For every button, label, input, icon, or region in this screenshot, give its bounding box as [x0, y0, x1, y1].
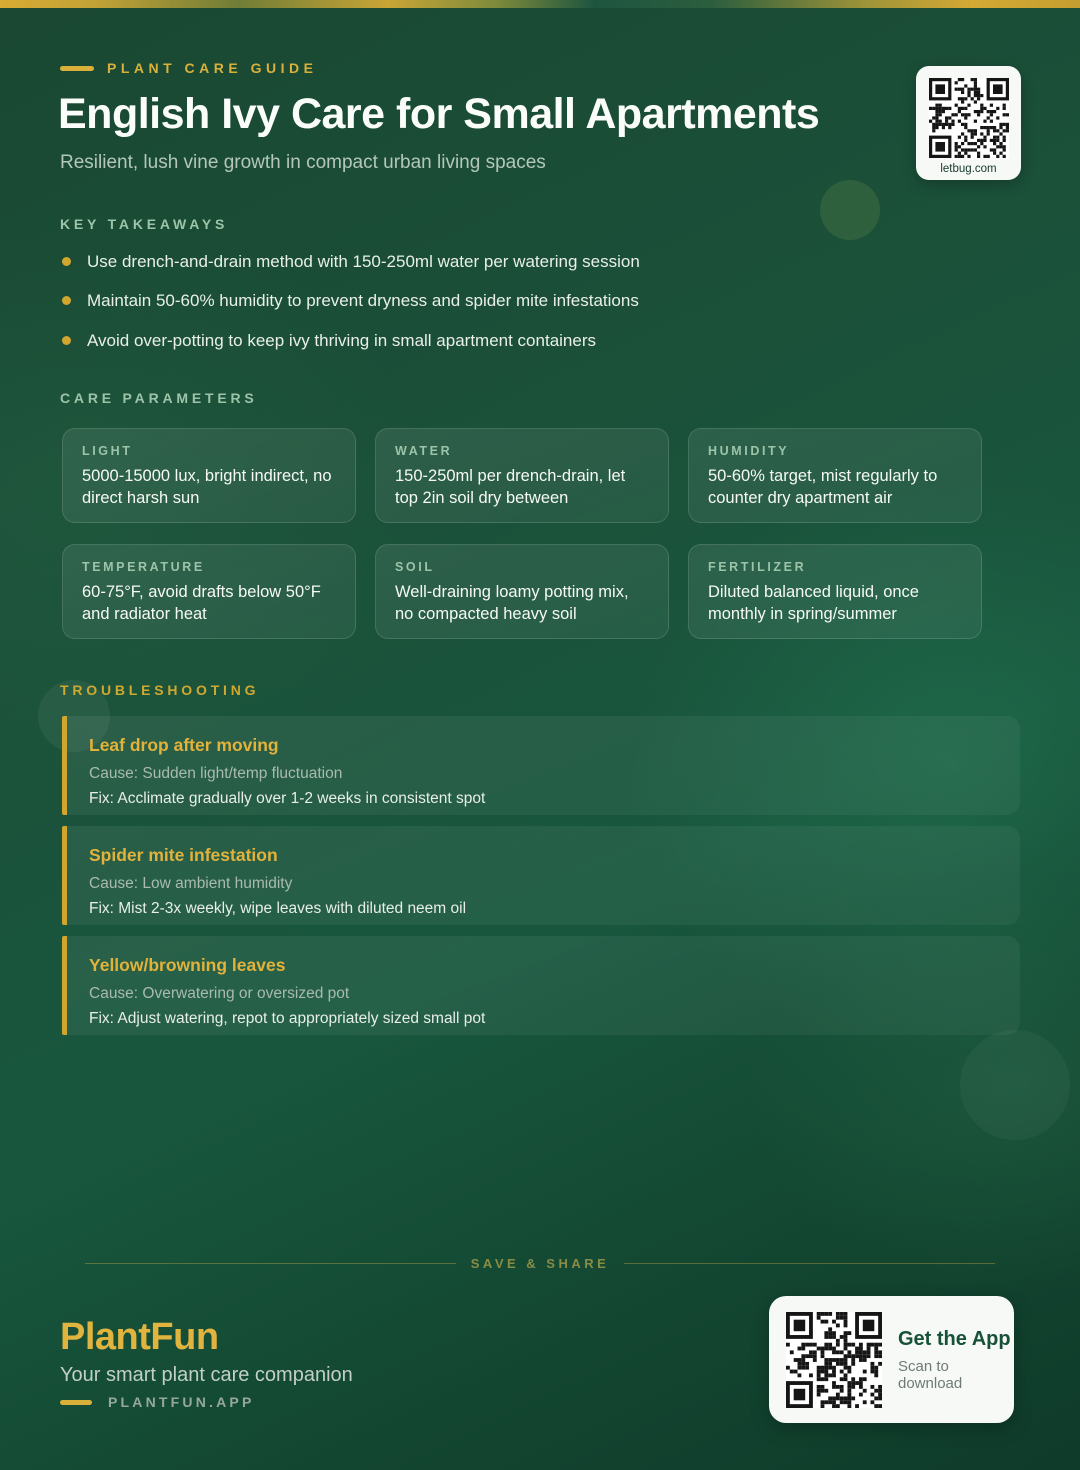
section-heading-key-takeaways: KEY TAKEAWAYS — [60, 216, 229, 232]
qr-caption: letbug.com — [940, 163, 997, 175]
get-app-card — [769, 1296, 1014, 1423]
header-qr-card — [916, 66, 1021, 180]
care-card-water — [375, 428, 669, 523]
care-card-text: 60-75°F, avoid drafts below 50°F and radiator heat — [82, 583, 321, 623]
care-card-label: LIGHT — [82, 444, 133, 458]
care-card-text: 5000-15000 lux, bright indirect, no direct harsh sun — [82, 467, 332, 507]
takeaway-item — [62, 331, 922, 351]
care-card-soil — [375, 544, 669, 639]
trouble-fix: Fix: Acclimate gradually over 1-2 weeks in consistent spot — [89, 790, 486, 807]
top-accent-bar — [0, 0, 1080, 8]
eyebrow — [60, 60, 317, 76]
section-heading-troubleshooting: TROUBLESHOOTING — [60, 682, 260, 698]
care-parameters-grid — [62, 428, 984, 639]
care-card-label: SOIL — [395, 560, 435, 574]
bullet-dot-icon — [62, 336, 71, 345]
takeaway-text: Avoid over-potting to keep ivy thriving in small apartment containers — [87, 331, 596, 350]
bullet-dot-icon — [62, 257, 71, 266]
care-card-light — [62, 428, 356, 523]
trouble-cause: Cause: Sudden light/temp fluctuation — [89, 765, 343, 782]
trouble-fix: Fix: Adjust watering, repot to appropriately sized small pot — [89, 1010, 486, 1027]
care-card-humidity — [688, 428, 982, 523]
save-share-divider — [85, 1256, 995, 1271]
bullet-dot-icon — [62, 296, 71, 305]
takeaway-item — [62, 252, 922, 272]
trouble-cause: Cause: Low ambient humidity — [89, 875, 293, 892]
section-heading-care-parameters: CARE PARAMETERS — [60, 390, 258, 406]
brand-logo: PlantFun — [60, 1316, 219, 1358]
app-card-subtitle: Scan to download — [898, 1357, 963, 1392]
care-card-fertilizer — [688, 544, 982, 639]
brand-domain-row — [60, 1394, 255, 1410]
trouble-card — [62, 716, 1020, 815]
care-card-text: Diluted balanced liquid, once monthly in spring/summer — [708, 583, 919, 623]
trouble-card — [62, 826, 1020, 925]
care-card-label: FERTILIZER — [708, 560, 807, 574]
page-subtitle: Resilient, lush vine growth in compact urban living spaces — [60, 152, 546, 173]
app-qr-code-icon — [786, 1312, 882, 1408]
app-card-title: Get the App — [898, 1327, 1011, 1350]
care-card-text: 50-60% target, mist regularly to counter dry apartment air — [708, 467, 938, 507]
trouble-title: Leaf drop after moving — [89, 735, 279, 755]
qr-code-icon — [929, 78, 1009, 158]
decorative-circle — [960, 1030, 1070, 1140]
brand-dash — [60, 1400, 92, 1405]
trouble-card — [62, 936, 1020, 1035]
brand-tagline: Your smart plant care companion — [60, 1364, 353, 1386]
takeaway-item — [62, 291, 922, 311]
care-card-label: WATER — [395, 444, 453, 458]
decorative-circle — [820, 180, 880, 240]
care-card-text: Well-draining loamy potting mix, no compacted heavy soil — [395, 583, 629, 623]
divider-line — [85, 1263, 456, 1264]
trouble-title: Yellow/browning leaves — [89, 955, 286, 975]
care-card-label: HUMIDITY — [708, 444, 790, 458]
care-card-label: TEMPERATURE — [82, 560, 205, 574]
trouble-fix: Fix: Mist 2-3x weekly, wipe leaves with diluted neem oil — [89, 900, 467, 917]
divider-line — [624, 1263, 995, 1264]
care-card-temperature — [62, 544, 356, 639]
eyebrow-dash — [60, 66, 94, 71]
trouble-title: Spider mite infestation — [89, 845, 278, 865]
eyebrow-label: PLANT CARE GUIDE — [107, 60, 318, 76]
takeaway-text: Maintain 50-60% humidity to prevent dryness and spider mite infestations — [87, 291, 639, 310]
takeaway-text: Use drench-and-drain method with 150-250ml water per watering session — [87, 252, 640, 271]
divider-label: SAVE & SHARE — [470, 1256, 610, 1271]
trouble-cause: Cause: Overwatering or oversized pot — [89, 985, 350, 1002]
brand-domain: PLANTFUN.APP — [108, 1394, 255, 1410]
care-card-text: 150-250ml per drench-drain, let top 2in soil dry between — [395, 467, 626, 507]
page-title: English Ivy Care for Small Apartments — [58, 90, 820, 138]
